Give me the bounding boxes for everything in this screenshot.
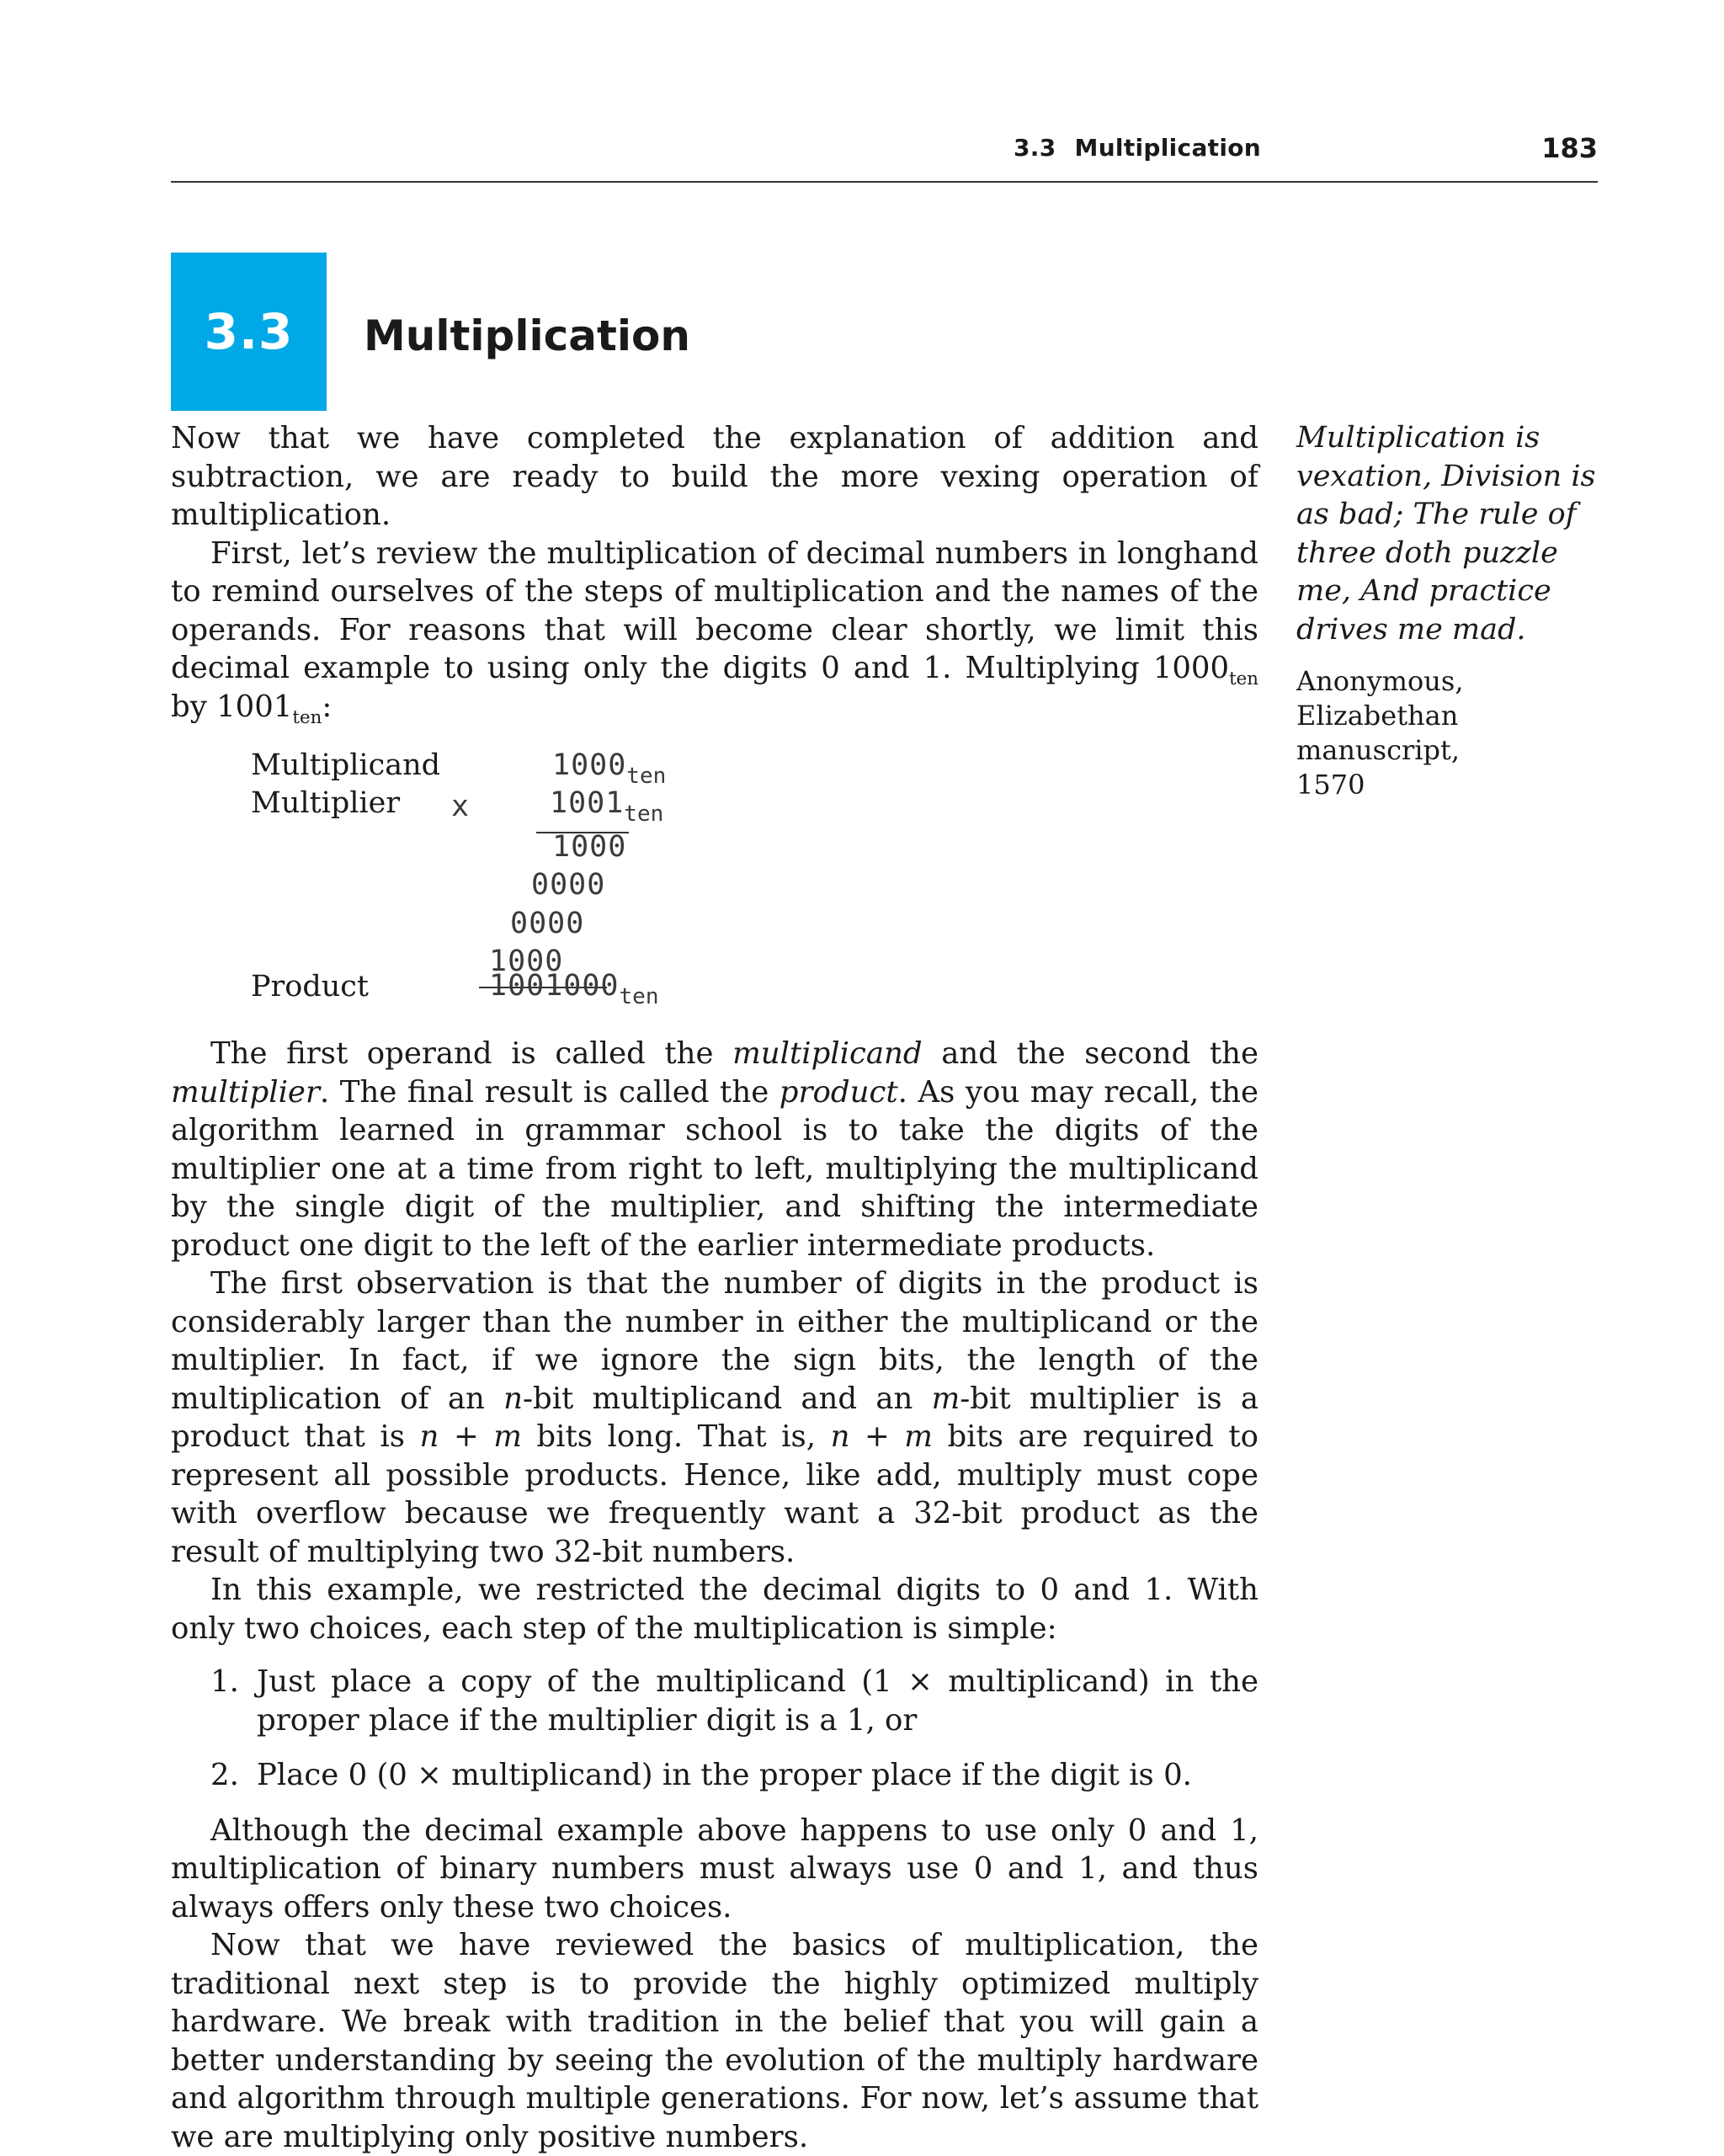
base-suffix: ten [619, 984, 659, 1009]
paragraph-5: In this example, we restricted the decimal digits to 0 and 1. With only two choices, each step of the multiplication is simple: [171, 1573, 1258, 1646]
running-head-section-title: Multiplication [1074, 134, 1261, 162]
running-head-section [1014, 134, 1261, 162]
var-m: m [931, 1381, 960, 1416]
base-suffix: ten [626, 764, 667, 789]
paragraph-1: Now that we have completed the explanation of addition and subtraction, we are ready to build the more vexing operation of multiplication. [171, 421, 1258, 532]
numbered-list [171, 1663, 1258, 1795]
partial-product-1: 1000 [552, 830, 627, 864]
margin-attribution [1296, 664, 1599, 802]
text-span: The first observation is that the number of digits in the product is considerably larger than the number in either the multiplicand or the multiplier. In fact, if we ignore the sign bits, the length of the multiplication of an [171, 1266, 1258, 1416]
text-span: . The final result is called the [319, 1074, 780, 1110]
partial-product-3: 0000 [510, 907, 585, 940]
partial-product-4: 1000 [489, 945, 564, 978]
text-span: bits long. That is, [521, 1419, 831, 1454]
list-item-number: 2. [210, 1758, 239, 1792]
margin-note [1296, 419, 1599, 802]
paragraph-2-mid: by 1001 [171, 689, 293, 724]
section-title: Multiplication [364, 311, 690, 360]
paragraph-2-text: First, let’s review the multiplication of decimal numbers in longhand to remind ourselves of the steps of multiplication and the names of the operands. For reasons that will become clear shortly, we limit this decimal example to using only the digits 0 and 1. Multiplying 1000 [171, 535, 1258, 685]
text-span: and the second the [922, 1036, 1258, 1071]
text-span: . As you may recall, the algorithm learned in grammar school is to take the digits of the multiplier one at a time from right to left, multiplying the multiplicand by the single digit of the multiplier, and shifting the intermediate product one digit to the left of the earlier intermediate products. [171, 1074, 1258, 1263]
product-value [489, 967, 658, 1017]
expr-n-plus-m: n + m [830, 1419, 933, 1454]
section-number-box: 3.3 [171, 253, 327, 411]
multiplicand-digits: 1000 [552, 748, 627, 782]
term-product: product [779, 1074, 898, 1110]
running-head [171, 130, 1598, 183]
product-digits: 1001000 [489, 969, 620, 1003]
list-item-text: Just place a copy of the multiplicand (1 × multiplicand) in the proper place if the multiplier digit is a 1, or [257, 1664, 1258, 1738]
text-span: -bit multiplicand and an [522, 1381, 932, 1416]
paragraph-6: Although the decimal example above happens to use only 0 and 1, multiplication of binary numbers must always use 0 and 1, and thus always offers only these two choices. [171, 1813, 1258, 1924]
term-multiplicand: multiplicand [732, 1036, 923, 1071]
text-span: -bit multiplier is a product that is [171, 1381, 1259, 1454]
multiplier-label: Multiplier [251, 786, 401, 820]
product-label: Product [251, 970, 369, 1003]
running-head-section-number: 3.3 [1014, 134, 1056, 162]
base-suffix: ten [624, 801, 664, 827]
page-number: 183 [1541, 132, 1598, 164]
subscript-ten: ten [292, 706, 322, 728]
multiplication-example [171, 726, 1258, 1273]
var-n: n [503, 1381, 523, 1416]
multiplicand-label: Multiplicand [251, 748, 441, 782]
text-span: The first operand is called the [210, 1036, 733, 1071]
attribution-line: Anonymous, [1296, 665, 1464, 697]
list-item [171, 1663, 1258, 1739]
multiplier-value [550, 785, 663, 834]
margin-quote: Multiplication is vexation, Division is as bad; The rule of three doth puzzle me, And practice drives me mad. [1296, 421, 1596, 647]
expr-n-plus-m: n + m [419, 1419, 522, 1454]
list-item-number: 1. [210, 1664, 239, 1699]
subscript-ten: ten [1229, 668, 1258, 689]
times-sign: x [451, 790, 471, 823]
attribution-line: 1570 [1296, 769, 1365, 801]
term-multiplier: multiplier [171, 1074, 320, 1110]
multiplier-digits: 1001 [550, 786, 625, 820]
text-span: bits are required to represent all possible products. Hence, like add, multiply must cope with overflow because we frequently want a 32-bit product as the result of multiplying two 32-bit numbers. [171, 1419, 1259, 1569]
main-text-column [171, 419, 1258, 2156]
attribution-line: Elizabethan manuscript, [1296, 700, 1461, 766]
list-item-text: Place 0 (0 × multiplicand) in the proper place if the digit is 0. [257, 1758, 1192, 1792]
list-item [171, 1756, 1258, 1795]
paragraph-2 [171, 535, 1258, 727]
partial-product-2: 0000 [531, 868, 606, 902]
paragraph-4 [171, 1264, 1258, 1571]
paragraph-2-end: : [322, 689, 333, 724]
paragraph-7: Now that we have reviewed the basics of multiplication, the traditional next step is to provide the highly optimized multiply hardware. We break with tradition in the belief that you will gain a better understanding by seeing the evolution of the multiply hardware and algorithm through multiple generations. For now, let’s assume that we are multiplying only positive numbers. [171, 1928, 1258, 2154]
